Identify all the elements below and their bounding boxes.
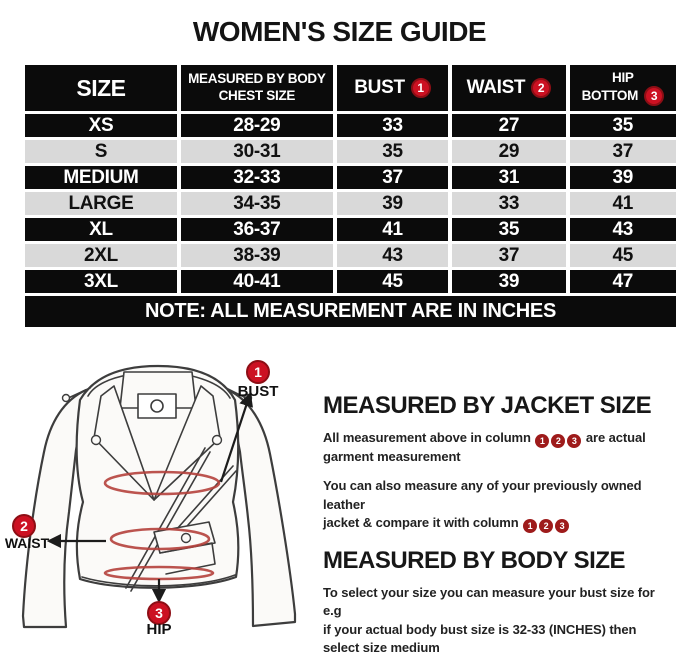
inline-badge-3-icon: 3: [567, 434, 581, 448]
p1-text-after: are actual garment measurement: [323, 430, 646, 465]
p1-text-before: All measurement above in column: [323, 430, 531, 445]
chest-cell: 30-31: [181, 140, 333, 163]
waist-badge-number: 2: [20, 518, 28, 534]
table-row-s: [25, 140, 676, 163]
bust-cell: 39: [337, 192, 448, 215]
size-cell: S: [25, 140, 177, 163]
size-cell: XL: [25, 218, 177, 241]
bust-cell: 41: [337, 218, 448, 241]
hip-cell: 47: [570, 270, 676, 293]
jacket-size-paragraph-1: [323, 429, 675, 466]
hip-cell: 37: [570, 140, 676, 163]
bust-cell: 43: [337, 244, 448, 267]
inline-badge-2-icon: 2: [551, 434, 565, 448]
header-hip-line1: HIP: [612, 69, 634, 85]
hip-cell: 45: [570, 244, 676, 267]
table-row-medium: [25, 166, 676, 189]
bust-number-badge-icon: 1: [411, 78, 431, 98]
header-bust-cell: [337, 65, 448, 111]
header-chest-line2: CHEST SIZE: [218, 88, 296, 103]
inline-badge-1-icon: 1: [535, 434, 549, 448]
inline-badge-2-icon: 2: [539, 519, 553, 533]
table-row-large: [25, 192, 676, 215]
size-cell: LARGE: [25, 192, 177, 215]
waist-cell: 37: [452, 244, 565, 267]
p2-line2: jacket & compare it with column: [323, 514, 519, 530]
chest-cell: 34-35: [181, 192, 333, 215]
header-waist-label: WAIST: [466, 77, 526, 98]
bust-cell: 37: [337, 166, 448, 189]
waist-cell: 39: [452, 270, 565, 293]
bust-cell: 45: [337, 270, 448, 293]
header-size-cell: [25, 65, 177, 111]
body-size-paragraph: [323, 584, 675, 657]
body-size-heading: MEASURED BY BODY SIZE: [323, 547, 626, 575]
size-table: [21, 62, 680, 330]
p3-line3: select size medium: [323, 639, 440, 655]
waist-label: WAIST: [4, 535, 50, 551]
table-header-row: [25, 65, 676, 111]
bust-cell: 35: [337, 140, 448, 163]
waist-cell: 29: [452, 140, 565, 163]
hip-badge-number: 3: [155, 605, 163, 621]
chest-cell: 36-37: [181, 218, 333, 241]
chest-cell: 28-29: [181, 114, 333, 137]
table-row-2xl: [25, 244, 676, 267]
jacket-size-heading: MEASURED BY JACKET SIZE: [323, 392, 652, 419]
p3-line1: To select your size you can measure your bust size for e.g: [323, 585, 655, 619]
header-hip-line2: BOTTOM: [581, 88, 639, 103]
hip-number-badge-icon: 3: [644, 86, 664, 106]
page-title: WOMEN'S SIZE GUIDE: [192, 16, 487, 47]
header-size-label: SIZE: [76, 74, 126, 101]
header-chest-line1: MEASURED BY BODY: [188, 71, 326, 87]
chest-cell: 32-33: [181, 166, 333, 189]
hip-cell: 39: [570, 166, 676, 189]
waist-number-badge-icon: 2: [531, 78, 551, 98]
waist-cell: 31: [452, 166, 565, 189]
size-cell: 2XL: [25, 244, 177, 267]
inline-badge-1-icon: 1: [523, 519, 537, 533]
hip-cell: 35: [570, 114, 676, 137]
waist-cell: 33: [452, 192, 565, 215]
chest-cell: 38-39: [181, 244, 333, 267]
table-row-3xl: [25, 270, 676, 293]
size-cell: 3XL: [25, 270, 177, 293]
waist-cell: 35: [452, 218, 565, 241]
hip-label: HIP: [146, 621, 172, 638]
explanation-section: [323, 392, 675, 657]
header-chest-cell: [181, 65, 333, 111]
header-bust-label: BUST: [354, 77, 405, 98]
jacket-sketch: [2, 350, 314, 636]
p3-line2: if your actual body bust size is 32-33 (INCHES) then: [323, 621, 637, 637]
bust-label: BUST: [237, 383, 279, 400]
table-row-xs: [25, 114, 676, 137]
size-cell: MEDIUM: [25, 166, 177, 189]
p2-line1: You can also measure any of your previously owned leather: [323, 478, 642, 512]
header-waist-cell: [452, 65, 565, 111]
bust-cell: 33: [337, 114, 448, 137]
bust-badge-number: 1: [254, 364, 262, 380]
inline-badge-3-icon: 3: [555, 519, 569, 533]
chest-cell: 40-41: [181, 270, 333, 293]
header-hip-cell: [570, 65, 676, 111]
hip-cell: 43: [570, 218, 676, 241]
note-text: NOTE: ALL MEASUREMENT ARE IN INCHES: [25, 296, 676, 327]
jacket-size-paragraph-2: [323, 477, 675, 533]
note-bar: [25, 296, 676, 327]
size-cell: XS: [25, 114, 177, 137]
hip-cell: 41: [570, 192, 676, 215]
table-row-xl: [25, 218, 676, 241]
waist-cell: 27: [452, 114, 565, 137]
